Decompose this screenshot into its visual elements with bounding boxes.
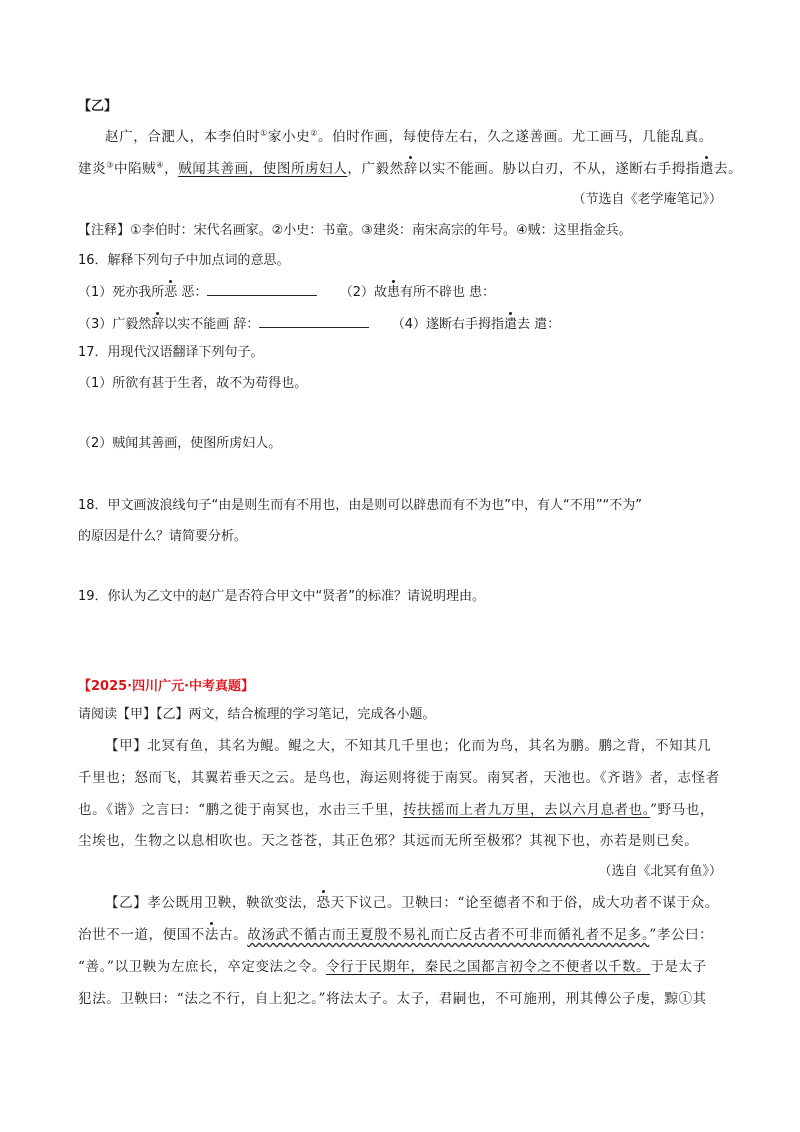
yi-header: 【乙】 [78,99,118,114]
yi-notes: 【注释】①李伯时：宋代名画家。②小史：书童。③建炎：南宋高宗的年号。④贼：这里指金兵。 [78,223,632,238]
text-segment: 赵广，合淝人，本李伯时 [105,129,261,145]
text-segment: 也。《谐》之言曰：“鹏之徙于南冥也，水击三千里， [78,802,404,818]
yi-passage-line-1 [105,127,713,147]
q16-row-2 [78,313,560,335]
text-segment: （3）广毅然 [78,317,152,332]
q17-stem: 17．用现代汉语翻译下列句子。 [78,345,264,360]
text-segment: ，广毅然 [347,161,404,177]
section-tag: 【2025·四川广元·中考真题】 [78,679,255,694]
text-segment: ， [164,161,179,177]
note-marker: ③ [106,160,114,170]
text-segment: 治世不一道，便国不 [78,927,205,943]
text-segment: 。伯时作画，每使侍左右，久之遂善画。尤工画马，几能乱真。 [317,129,713,145]
text-segment: 去。 [714,161,743,177]
q19-line-1: 19．你认为乙文中的赵广是否符合甲文中“贤者”的标准？请说明理由。 [78,589,486,604]
dotted-word: 遣 [504,315,517,335]
dotted-word: 患 [387,283,400,303]
text-segment: ”野马也， [650,802,715,818]
answer-blank[interactable] [207,281,317,296]
q16-row-1 [78,281,495,303]
dotted-word: 遣 [699,161,715,177]
text-segment: 去 遣： [517,317,561,332]
q16-stem: 16．解释下列句子中加点词的意思。 [78,253,290,268]
jia-line-1: 【甲】北冥有鱼，其名为鲲。鲲之大，不知其几千里也；化而为鸟，其名为鹏。鹏之背，不知其几 [105,738,712,754]
dotted-word: 恶 [164,283,177,303]
yi-passage-line-2 [78,159,742,179]
text-segment: ”孝公曰： [649,927,714,943]
note-marker: ④ [156,160,165,170]
answer-blank[interactable] [259,313,369,328]
section-intro: 请阅读【甲】【乙】两文，结合梳理的学习笔记，完成各小题。 [78,707,436,722]
jia-line-4: 尘埃也，生物之以息相吹也。天之苍苍，其正色邪？其远而无所至极邪？其视下也，亦若是则已矣。 [78,833,699,849]
jia-source: （选自《北冥有鱼》） [598,864,722,879]
text-segment: （4）遂断右手拇指 [391,317,504,332]
text-segment: 以实不能画 辞： [164,317,260,332]
yi2-line-1 [105,893,719,913]
text-segment: 于是太子 [650,959,707,975]
text-segment: （2）故 [339,285,387,300]
q18-line-2: 的原因是什么？请简要分析。 [78,529,248,544]
dotted-word: 辞 [151,315,164,335]
underlined-sentence: 抟扶摇而上者九万里，去以六月息者也。 [403,802,651,818]
yi2-line-4: 犯法。卫鞅曰：“法之不行，自上犯之。”将法太子。太子，君嗣也，不可施刑，刑其傅公子虔，黥①其 [78,991,707,1007]
text-segment: 古。 [219,927,248,943]
text-segment: 以实不能画。胁以白刃，不从，遂断右手拇指 [417,161,700,177]
dotted-word: 辞 [403,161,418,177]
text-segment: （1）死亦我所 [78,285,165,300]
underlined-sentence: 贼闻其善画，使图所虏妇人 [178,161,348,177]
text-segment: “善。”以卫鞅为左庶长，卒定变法之令。 [78,959,326,975]
text-segment: 恶： [177,285,208,300]
jia-line-2: 千里也；怒而飞，其翼若垂天之云。是鸟也，海运则将徙于南冥。南冥者，天池也。《齐谐》者，志怪者 [78,770,720,786]
q18-line-1: 18．甲文画波浪线句子“由是则生而有不用也，由是则可以辟患而有不为也”中，有人“不用”“不为” [78,498,642,513]
wavy-underlined-sentence: 故汤武不循古而王夏殷不易礼而亡反古者不可非而循礼者不足多。 [247,927,650,943]
yi-source: （节选自《老学庵笔记》） [572,192,722,207]
dotted-word: 法 [204,927,220,943]
note-marker: ② [310,128,318,138]
dotted-word: 恐 [316,895,331,911]
q17-item-2: （2）贼闻其善画，使图所虏妇人。 [78,436,282,451]
text-segment: 建炎 [78,161,107,177]
text-segment: 家小史 [267,129,311,145]
text-segment: 中陷贼 [113,161,157,177]
text-segment: 【乙】孝公既用卫鞅，鞅欲变法， [105,895,317,911]
text-segment: 天下议己。卫鞅曰：“论至德者不和于俗，成大功者不谋于众。 [330,895,719,911]
underlined-sentence: 令行于民期年，秦民之国都言初令之不便者以千数。 [325,959,651,975]
jia-line-3 [78,800,714,820]
yi2-line-2 [78,925,713,945]
yi2-line-3 [78,957,707,977]
text-segment: 有所不辟也 患： [400,285,496,300]
q17-item-1: （1）所欲有甚于生者，故不为苟得也。 [78,376,308,391]
note-marker: ① [260,128,268,138]
